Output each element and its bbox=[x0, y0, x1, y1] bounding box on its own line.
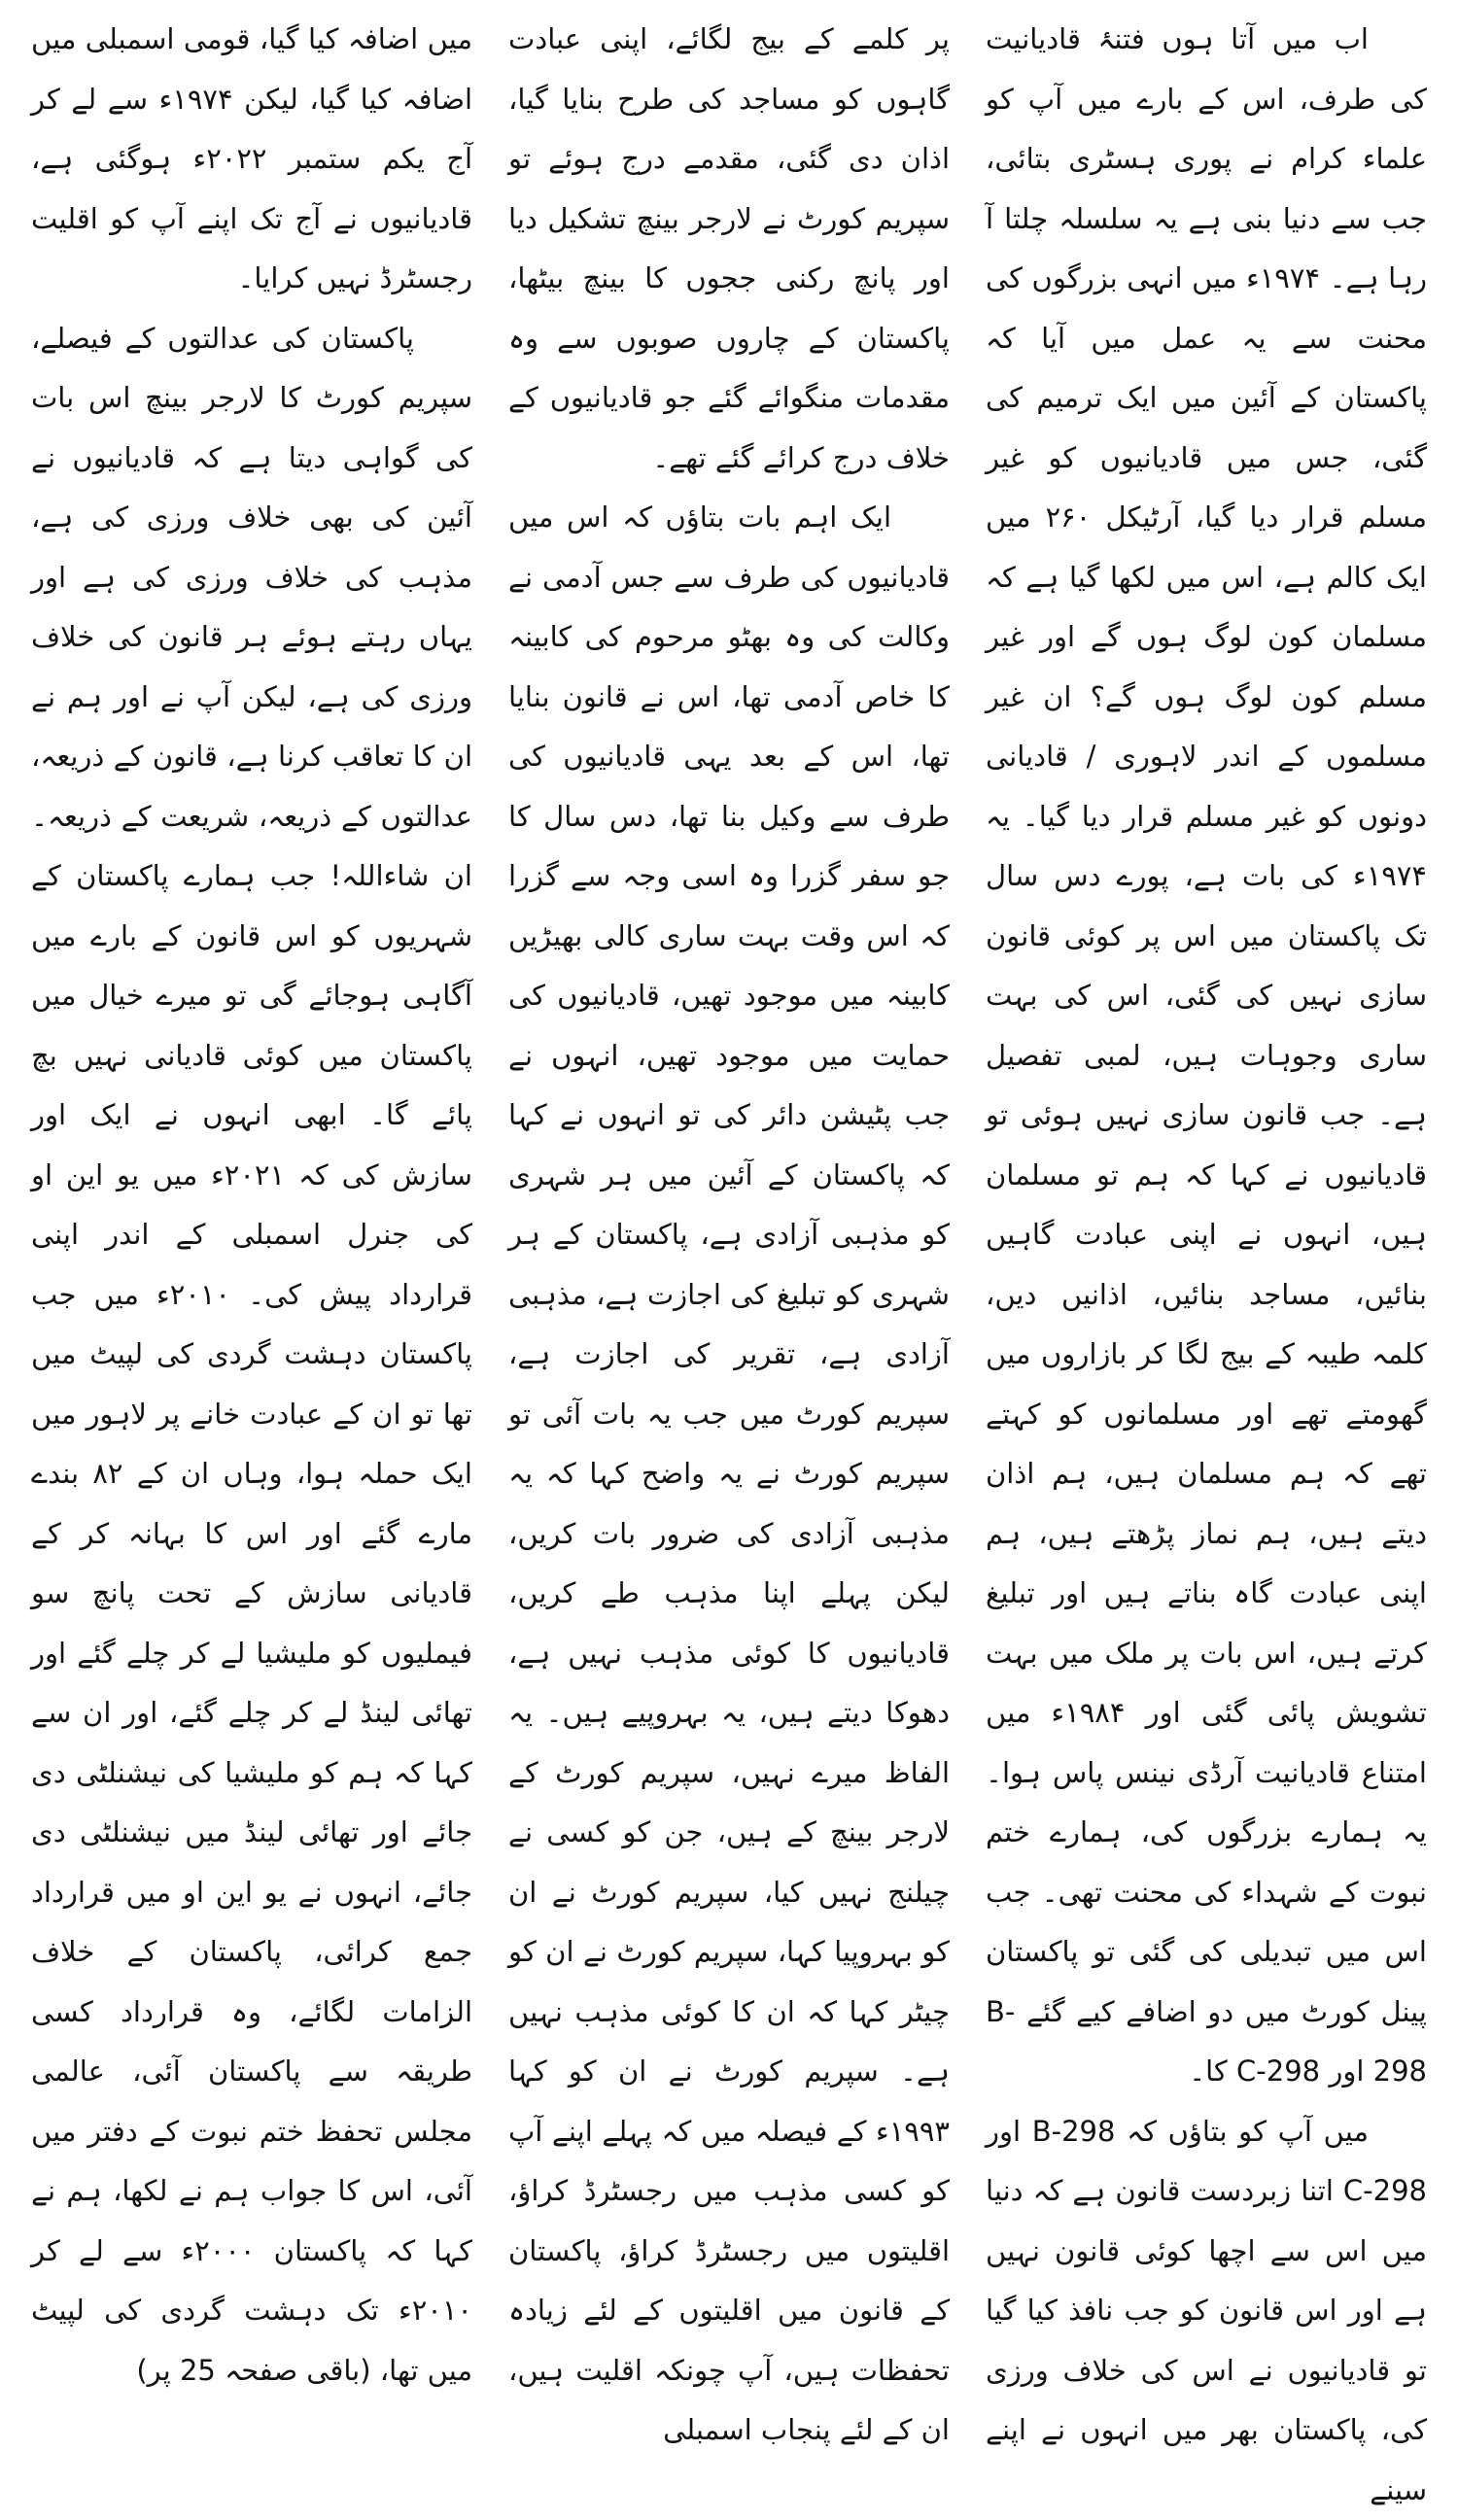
paragraph: میں آپ کو بتاؤں کہ B-298 اور C-298 اتنا زبردست قانون ہے کہ دنیا میں اس سے اچھا کوئی قانون نہیں ہے اور اس قانون کو جب نافذ کیا گیا تو قادیانیوں نے اس کی خلاف ورزی کی، پاکستان بھر میں انہوں نے اپنے سینے bbox=[986, 2102, 1427, 2520]
paragraph: ایک اہم بات بتاؤں کہ اس میں قادیانیوں کی طرف سے جس آدمی نے وکالت کی وہ بھٹو مرحوم کی کابینہ کا خاص آدمی تھا، اس نے قانون بنایا تھا، اس کے بعد یہی قادیانیوں کی طرف سے وکیل بنا تھا، دس سال کا جو سفر گزرا وہ اسی وجہ سے گزرا کہ اس وقت بہت ساری کالی بھیڑیں کابینہ میں موجود تھیں، قادیانیوں کی حمایت میں موجود تھیں، انہوں نے جب پٹیشن دائر کی تو انہوں نے کہا کہ پاکستان کے آئین میں ہر شہری کو مذہبی آزادی ہے، پاکستان کے ہر شہری کو تبلیغ کی اجازت ہے، مذہبی آزادی ہے، تقریر کی اجازت ہے، سپریم کورٹ میں جب یہ بات آئی تو سپریم کورٹ نے یہ واضح کہا کہ یہ مذہبی آزادی کی ضرور بات کریں، لیکن پہلے اپنا مذہب طے کریں، قادیانیوں کا کوئی مذہب نہیں ہے، دھوکا دیتے ہیں، یہ بہروپیے ہیں۔ یہ الفاظ میرے نہیں، سپریم کورٹ کے لارجر بینچ کے ہیں، جن کو کسی نے چیلنج نہیں کیا، سپریم کورٹ نے ان کو بہروپیا کہا، سپریم کورٹ نے ان کو چیٹر کہا کہ ان کا کوئی مذہب نہیں ہے۔ سپریم کورٹ نے ان کو کہا ۱۹۹۳ء کے فیصلہ میں کہ پہلے اپنے آپ کو کسی مذہب میں رجسٹرڈ کراؤ، اقلیتوں میں رجسٹرڈ کراؤ، پاکستان کے قانون میں اقلیتوں کے لئے زیادہ تحفظات ہیں، آپ چونکہ اقلیت ہیں، ان کے لئے پنجاب اسمبلی bbox=[508, 488, 950, 2461]
article-column-left bbox=[14, 10, 490, 2128]
article-column-right bbox=[968, 10, 1444, 2128]
paragraph: پاکستان کی عدالتوں کے فیصلے، سپریم کورٹ کا لارجر بینچ اس بات کی گواہی دیتا ہے کہ قادیانیوں نے آئین کی بھی خلاف ورزی کی ہے، مذہب کی خلاف ورزی کی ہے اور یہاں رہتے ہوئے ہر قانون کی خلاف ورزی کی ہے، لیکن آپ نے اور ہم نے ان کا تعاقب کرنا ہے، قانون کے ذریعہ، عدالتوں کے ذریعہ، شریعت کے ذریعہ۔ ان شاءاللہ! جب ہمارے پاکستان کے شہریوں کو اس قانون کے بارے میں آگاہی ہوجائے گی تو میرے خیال میں پاکستان میں کوئی قادیانی نہیں بچ پائے گا۔ ابھی انہوں نے ایک اور سازش کی کہ ۲۰۲۱ء میں یو این او کی جنرل اسمبلی کے اندر اپنی قرارداد پیش کی۔ ۲۰۱۰ء میں جب پاکستان دہشت گردی کی لپیٹ میں تھا تو ان کے عبادت خانے پر لاہور میں ایک حملہ ہوا، وہاں ان کے ۸۲ بندے مارے گئے اور اس کا بہانہ کر کے قادیانی سازش کے تحت پانچ سو فیملیوں کو ملیشیا لے کر چلے گئے اور تھائی لینڈ لے کر چلے گئے، اور ان سے کہا کہ ہم کو ملیشیا کی نیشنلٹی دی جائے اور تھائی لینڈ میں نیشنلٹی دی جائے، انہوں نے یو این او میں قرارداد جمع کرائی، پاکستان کے خلاف الزامات لگائے، وہ قرارداد کسی طریقہ سے پاکستان آئی، عالمی مجلس تحفظ ختم نبوت کے دفتر میں آئی، اس کا جواب ہم نے لکھا، ہم نے کہا کہ پاکستان ۲۰۰۰ء سے لے کر ۲۰۱۰ء تک دہشت گردی کی لپیٹ میں تھا، (باقی صفحہ 25 پر) bbox=[31, 309, 472, 2401]
paragraph: اب میں آتا ہوں فتنۂ قادیانیت کی طرف، اس کے بارے میں آپ کو علماء کرام نے پوری ہسٹری بتائی، جب سے دنیا بنی ہے یہ سلسلہ چلتا آ رہا ہے۔ ۱۹۷۴ء میں انہی بزرگوں کی محنت سے یہ عمل میں آیا کہ پاکستان کے آئین میں ایک ترمیم کی گئی، جس میں قادیانیوں کو غیر مسلم قرار دیا گیا، آرٹیکل ۲۶۰ میں ایک کالم ہے، اس میں لکھا گیا ہے کہ مسلمان کون لوگ ہوں گے اور غیر مسلم کون لوگ ہوں گے؟ ان غیر مسلموں کے اندر لاہوری / قادیانی دونوں کو غیر مسلم قرار دیا گیا۔ یہ ۱۹۷۴ء کی بات ہے، پورے دس سال تک پاکستان میں اس پر کوئی قانون سازی نہیں کی گئی، اس کی بہت ساری وجوہات ہیں، لمبی تفصیل ہے۔ جب قانون سازی نہیں ہوئی تو قادیانیوں نے کہا کہ ہم تو مسلمان ہیں، انہوں نے اپنی عبادت گاہیں بنائیں، مساجد بنائیں، اذانیں دیں، کلمہ طیبہ کے بیج لگا کر بازاروں میں گھومتے تھے اور مسلمانوں کو کہتے تھے کہ ہم مسلمان ہیں، ہم اذان دیتے ہیں، ہم نماز پڑھتے ہیں، ہم اپنی عبادت گاہ بناتے ہیں اور تبلیغ کرتے ہیں، اس بات پر ملک میں بہت تشویش پائی گئی اور ۱۹۸۴ء میں امتناع قادیانیت آرڈی نینس پاس ہوا۔ یہ ہمارے بزرگوں کی، ہمارے ختم نبوت کے شہداء کی محنت تھی۔ جب اس میں تبدیلی کی گئی تو پاکستان پینل کورٹ میں دو اضافے کیے گئے B-298 اور C-298 کا۔ bbox=[986, 10, 1427, 2102]
paragraph: پر کلمے کے بیج لگائے، اپنی عبادت گاہوں کو مساجد کی طرح بنایا گیا، اذان دی گئی، مقدمے درج ہوئے تو سپریم کورٹ نے لارجر بینچ تشکیل دیا اور پانچ رکنی ججوں کا بینچ بیٹھا، پاکستان کے چاروں صوبوں سے وہ مقدمات منگوائے گئے جو قادیانیوں کے خلاف درج کرائے گئے تھے۔ bbox=[508, 10, 950, 488]
paragraph: میں اضافہ کیا گیا، قومی اسمبلی میں اضافہ کیا گیا، لیکن ۱۹۷۴ء سے لے کر آج یکم ستمبر ۲۰۲۲ء ہوگئی ہے، قادیانیوں نے آج تک اپنے آپ کو اقلیت رجسٹرڈ نہیں کرایا۔ bbox=[31, 10, 472, 309]
article-column-middle bbox=[491, 10, 967, 2128]
newspaper-page bbox=[14, 10, 1444, 2128]
